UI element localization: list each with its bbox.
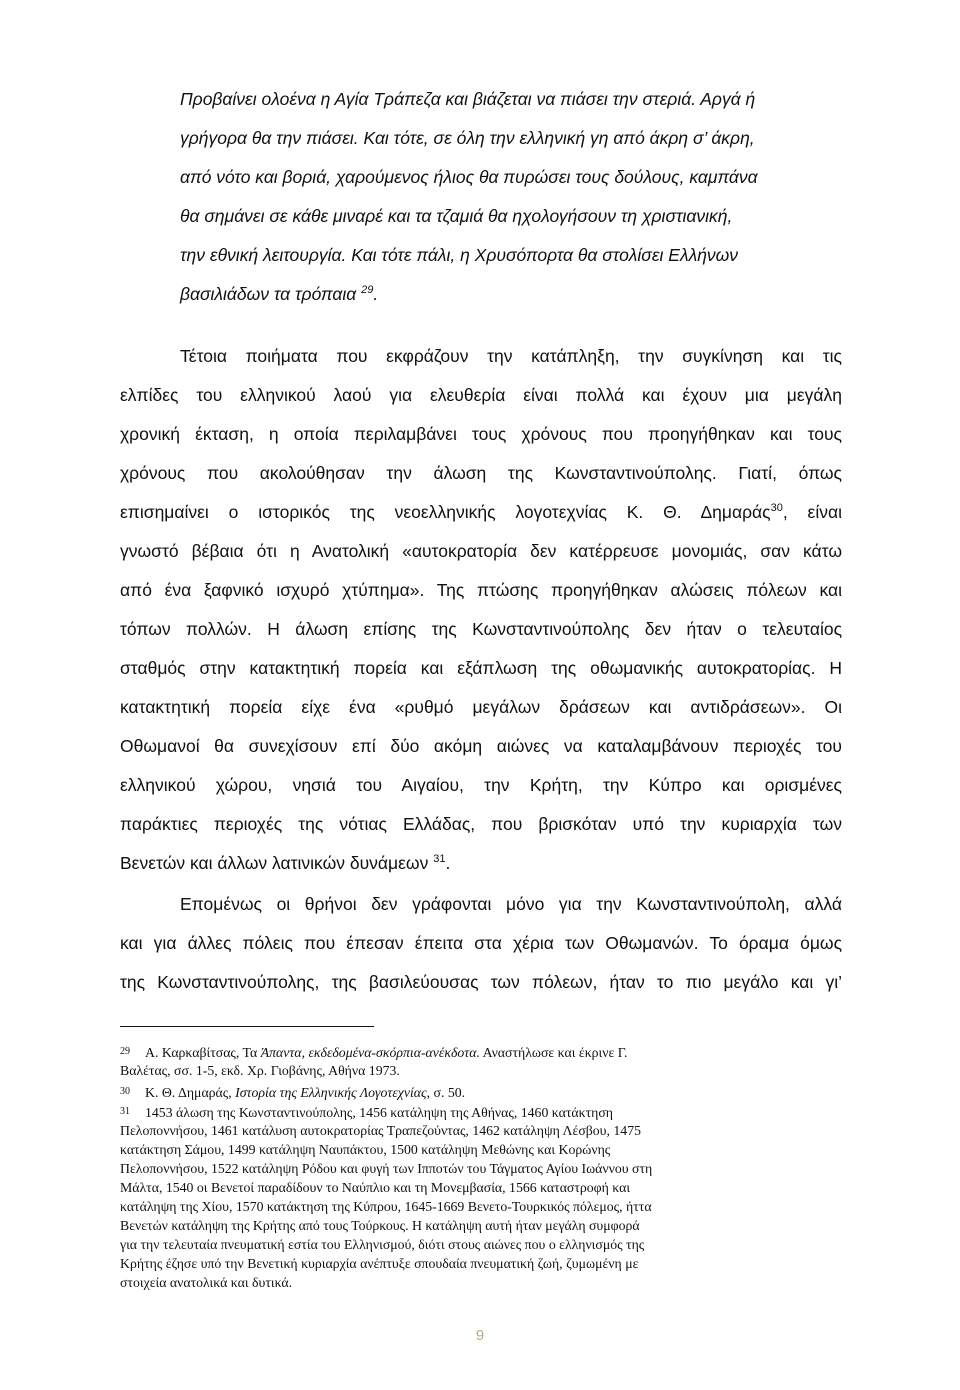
footnote-31-line: Κρήτης έζησε υπό την Βενετική κυριαρχία ανέπτυξε σπουδαία πνευματική ζωή, ζυμωμένη με xyxy=(120,1256,639,1271)
text-line: Τέτοια ποιήματα που εκφράζουν την κατάπληξη, την συγκίνηση και τις xyxy=(180,346,842,366)
footnote-31-line: Πελοποννήσου, 1461 κατάλυση αυτοκρατορίας Τραπεζούντας, 1462 κατάληψη Λέσβου, 1475 xyxy=(120,1123,641,1138)
footnote-31-line: Βενετών κατάληψη της Κρήτης από τους Τούρκους. Η κατάληψη αυτή ήταν μεγάλη συμφορά xyxy=(120,1218,640,1233)
text-line: χρόνους που ακολούθησαν την άλωση της Κωνσταντινούπολης. Γιατί, όπως xyxy=(120,463,842,483)
footnote-31-line: κατάληψη της Χίου, 1570 κατάκτηση της Κύπρου, 1645-1669 Βενετο-Τουρκικός πόλεμος, ήττα xyxy=(120,1199,652,1214)
quote-line: από νότο και βοριά, χαρούμενος ήλιος θα πυρώσει τους δούλους, καμπάνα xyxy=(180,167,758,187)
quote-line: γρήγορα θα την πιάσει. Και τότε, σε όλη την ελληνική γη από άκρη σ’ άκρη, xyxy=(180,128,755,148)
footnote-ref-30: 30 xyxy=(770,502,783,515)
quote-line: Προβαίνει ολοένα η Αγία Τράπεζα και βιάζεται να πιάσει την στεριά. Αργά ή xyxy=(180,89,756,109)
footnote-30: 30 Κ. Θ. Δημαράς, Ιστορία της Ελληνικής Λογοτεχνίας, σ. 50. xyxy=(120,1085,466,1100)
text-line: χρονική έκταση, η οποία περιλαμβάνει τους χρόνους που προηγήθηκαν και τους xyxy=(120,424,842,444)
footnote-31-line: για την τελευταία πνευματική εστία του Ελληνισμού, διότι στους αιώνες που ο ελληνισμός της xyxy=(120,1237,645,1252)
text-line: ελληνικού χώρου, νησιά του Αιγαίου, την Κρήτη, την Κύπρο και ορισμένες xyxy=(120,775,842,795)
text-line: Επομένως οι θρήνοι δεν γράφονται μόνο για την Κωνσταντινούπολη, αλλά xyxy=(180,894,842,914)
footnote-separator xyxy=(120,1026,374,1027)
text-line: γνωστό βέβαια ότι η Ανατολική «αυτοκρατορία δεν κατέρρευσε μονομιάς, σαν κάτω xyxy=(120,541,842,561)
footnote-31: 31 1453 άλωση της Κωνσταντινούπολης, 1456 κατάληψη της Αθήνας, 1460 κατάκτηση xyxy=(120,1105,613,1120)
page-number: 9 xyxy=(475,1327,485,1344)
quote-line: την εθνική λειτουργία. Και τότε πάλι, η Χρυσόπορτα θα στολίσει Ελλήνων xyxy=(180,245,739,265)
text-line: σταθμός στην κατακτητική πορεία και εξάπλωση της οθωμανικής αυτοκρατορίας. Η xyxy=(120,658,842,678)
text-line: κατακτητική πορεία είχε ένα «ρυθμό μεγάλων δράσεων και αντιδράσεων». Οι xyxy=(120,697,842,717)
footnote-ref-31: 31 xyxy=(433,853,446,866)
text-line: τόπων πολλών. Η άλωση επίσης της Κωνσταντινούπολης δεν ήταν ο τελευταίος xyxy=(120,619,842,639)
quote-line-last: βασιλιάδων τα τρόπαια $^{29}$. xyxy=(180,284,379,304)
text-line: και για άλλες πόλεις που έπεσαν έπειτα στα χέρια των Οθωμανών. Το όραμα όμως xyxy=(120,933,842,953)
text-line-last: Βενετών και άλλων λατινικών δυνάμεων $^{31}$. xyxy=(120,853,451,873)
footnote-31-line: Πελοποννήσου, 1522 κατάληψη Ρόδου και φυγή των Ιπποτών του Τάγματος Αγίου Ιωάννου στη xyxy=(120,1161,653,1176)
text-line: Οθωμανοί θα συνεχίσουν επί δύο ακόμη αιώνες να καταλαμβάνουν περιοχές του xyxy=(120,736,842,756)
footnote-31-line-last: στοιχεία ανατολικά και δυτικά. xyxy=(120,1275,293,1290)
footnote-31-line: κατάκτηση Σάμου, 1499 κατάληψη Ναυπάκτου, 1500 κατάληψη Μεθώνης και Κορώνης xyxy=(120,1142,611,1157)
text-line-with-ref: επισημαίνει ο ιστορικός της νεοελληνικής λογοτεχνίας Κ. Θ. Δημαράς$^{30}$, είναι xyxy=(120,502,842,522)
footnote-ref-29: 29 xyxy=(361,284,374,297)
text-line: παράκτιες περιοχές της νότιας Ελλάδας, που βρισκόταν υπό την κυριαρχία των xyxy=(120,814,842,834)
quote-line: θα σημάνει σε κάθε μιναρέ και τα τζαμιά θα ηχολογήσουν τη χριστιανική, xyxy=(180,206,733,226)
footnote-29: 29 Α. Καρκαβίτσας, Τα Άπαντα, εκδεδομένα-σκόρπια-ανέκδοτα. Αναστήλωσε και έκρινε Γ. xyxy=(120,1045,628,1060)
text-line: της Κωνσταντινούπολης, της βασιλεύουσας των πόλεων, ήταν το πιο μεγάλο και γι’ xyxy=(120,972,842,992)
footnote-31-line: Μάλτα, 1540 οι Βενετοί παραδίδουν το Ναύπλιο και τη Μονεμβασία, 1566 καταστροφή και xyxy=(120,1180,631,1195)
text-line: ελπίδες του ελληνικού λαού για ελευθερία είναι πολλά και έχουν μια μεγάλη xyxy=(120,385,842,405)
text-line: από ένα ξαφνικό ισχυρό χτύπημα». Της πτώσης προηγήθηκαν αλώσεις πόλεων και xyxy=(120,580,842,600)
footnote-29-line2: Βαλέτας, σσ. 1-5, εκδ. Χρ. Γιοβάνης, Αθήνα 1973. xyxy=(120,1063,400,1078)
